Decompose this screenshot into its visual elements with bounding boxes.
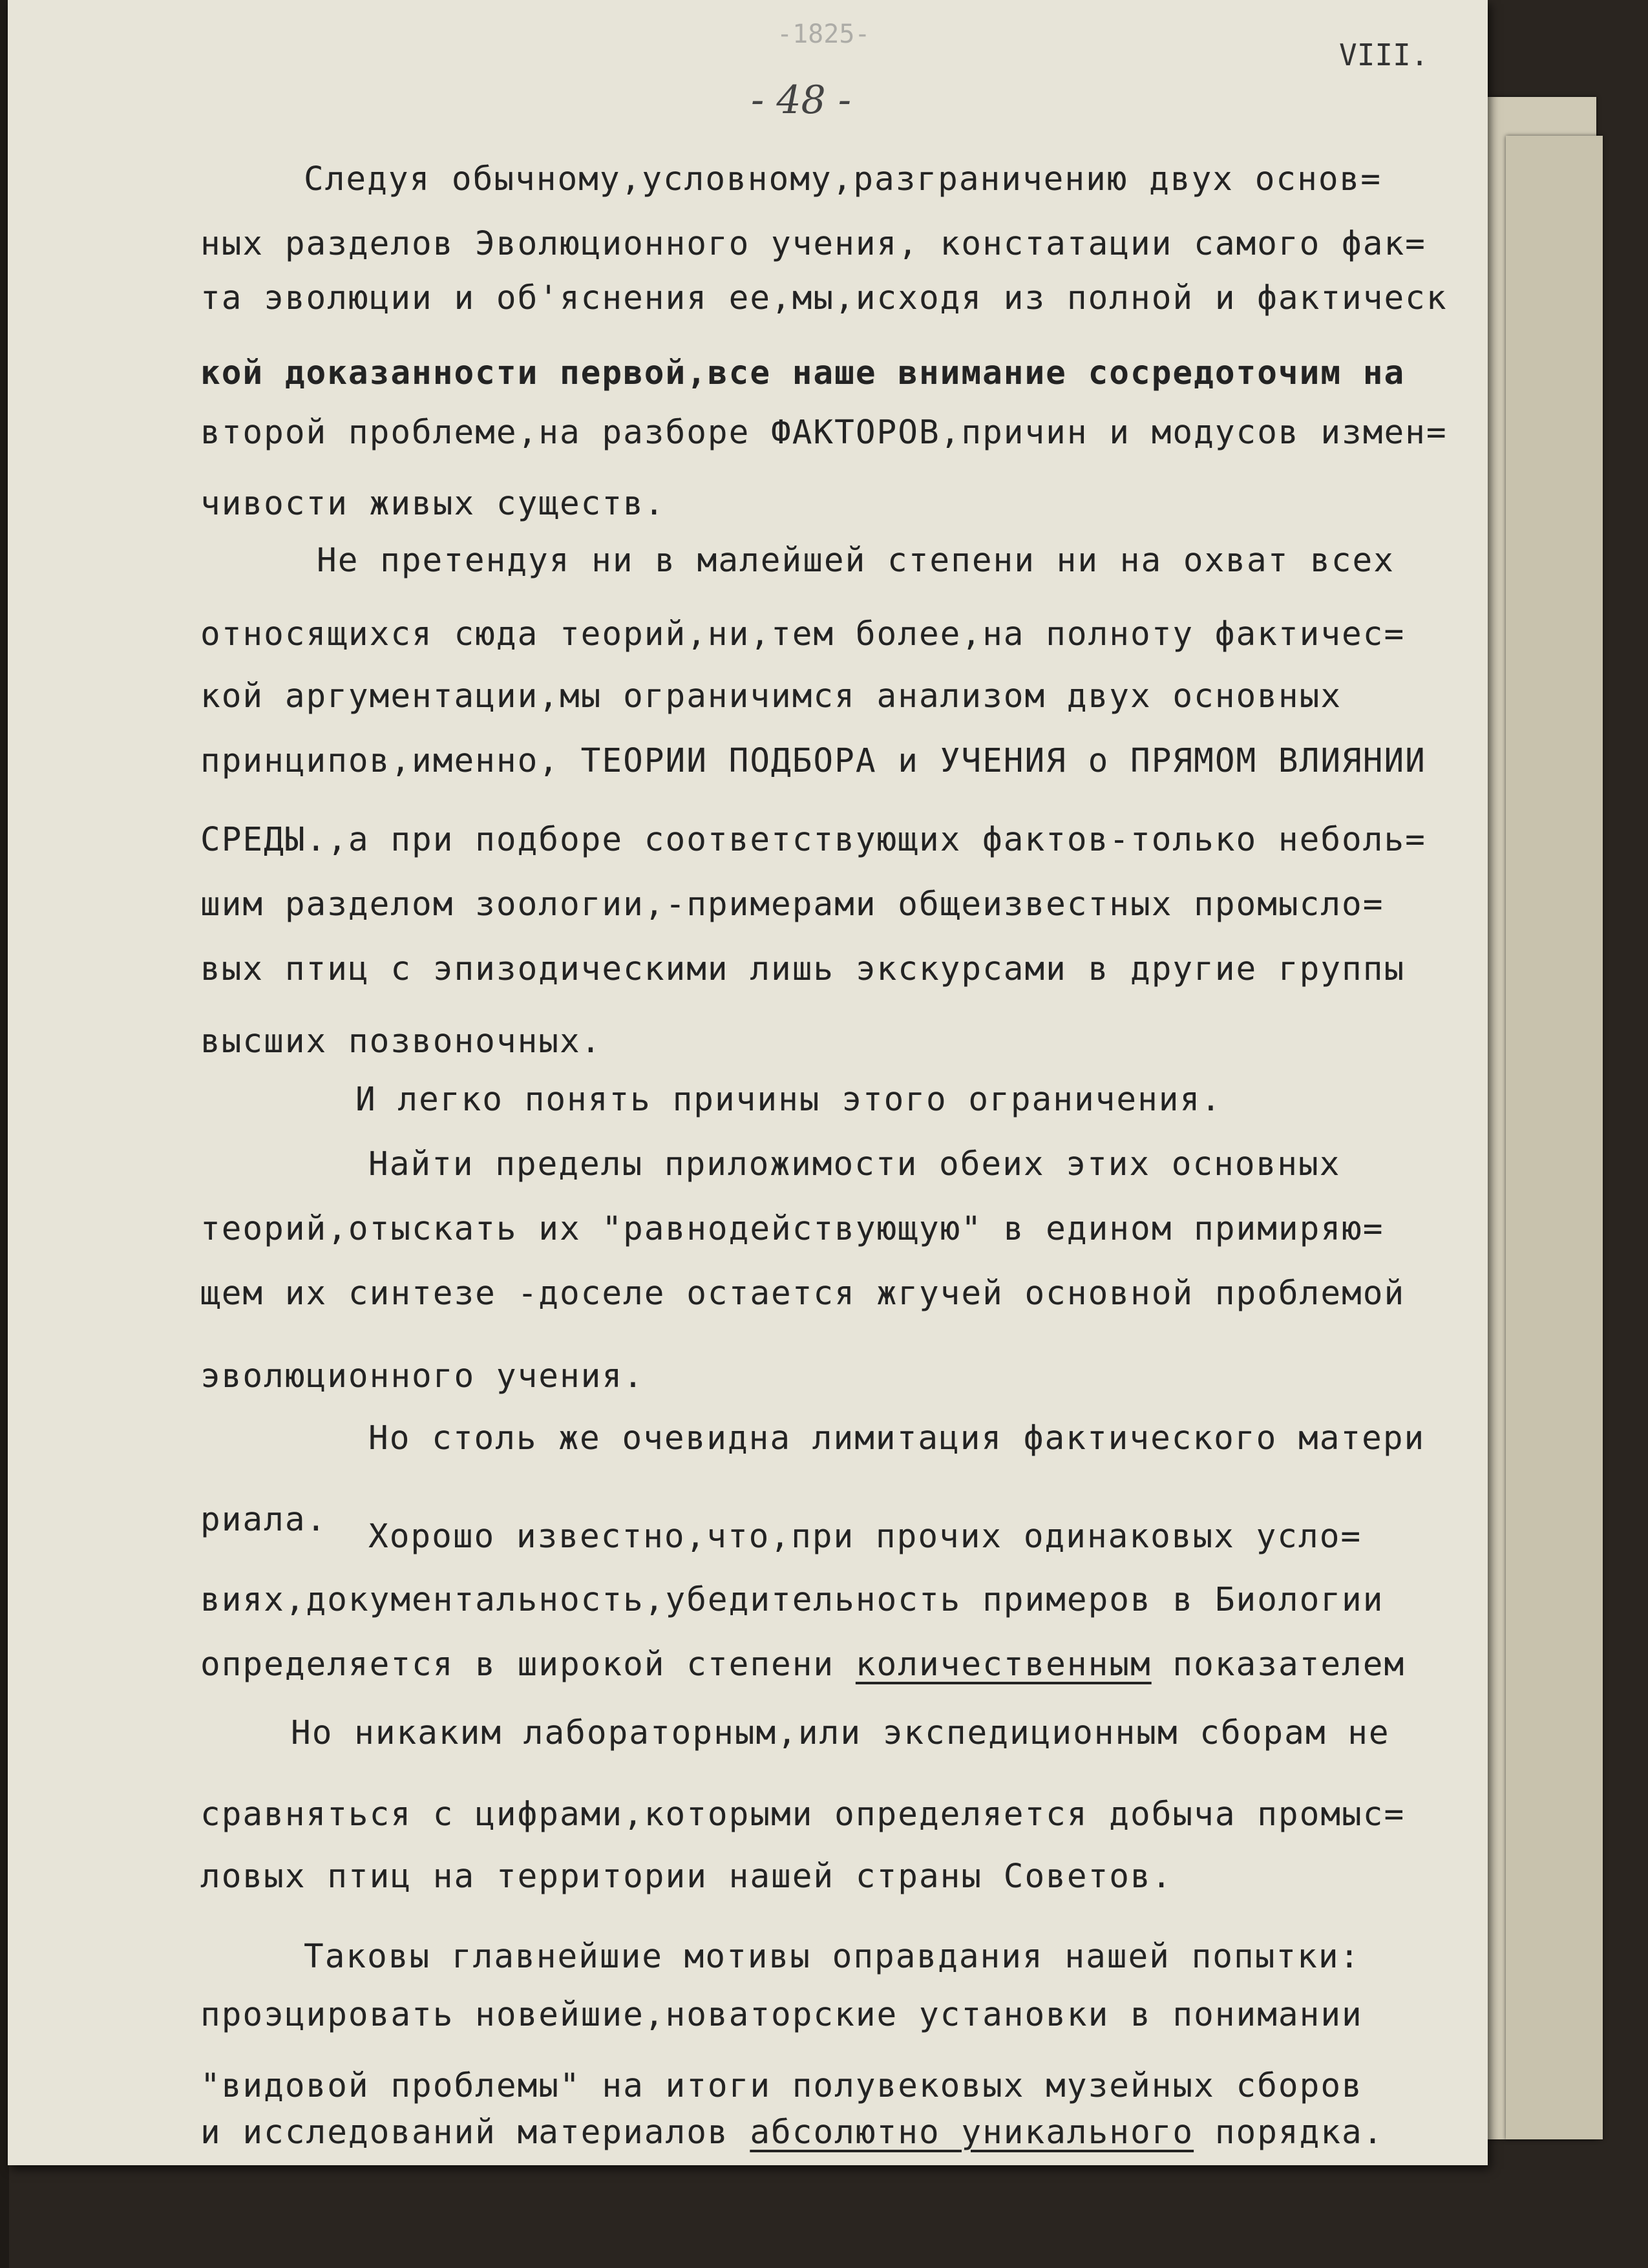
text-line: кой аргументации,мы ограничимся анализом двух основных xyxy=(200,677,1342,715)
underlined-text: количественным xyxy=(855,1646,1152,1684)
text-line: Таковы главнейшие мотивы оправдания нашей попытки: xyxy=(304,1938,1361,1976)
text-line: "видовой проблемы" на итоги полувековых музейных сборов xyxy=(200,2067,1363,2105)
text-line: риала. xyxy=(200,1501,328,1539)
text-line: второй проблеме,на разборе ФАКТОРОВ,причин и модусов измен= xyxy=(200,414,1448,452)
section-mark: VIII. xyxy=(1339,37,1429,72)
text-line: кой доказанности первой,все наше внимание сосредоточим на xyxy=(200,354,1406,392)
text-line: принципов,именно, ТЕОРИИ ПОДБОРА и УЧЕНИЯ о ПРЯМОМ ВЛИЯНИИ xyxy=(200,742,1426,780)
text-line: эволюционного учения. xyxy=(200,1357,644,1395)
typewritten-page xyxy=(8,0,1488,2165)
text-line: чивости живых существ. xyxy=(200,485,666,523)
text-line: ных разделов Эволюционного учения, констатации самого фак= xyxy=(200,225,1426,263)
underlying-sheet xyxy=(1506,136,1603,2139)
text-line: проэцировать новейшие,новаторские установки в понимании xyxy=(200,1996,1363,2034)
text-line: Хорошо известно,что,при прочих одинаковых усло= xyxy=(368,1518,1362,1556)
text-line: высших позвоночных. xyxy=(200,1023,602,1061)
text-segment: показателем xyxy=(1151,1646,1406,1684)
text-segment: определяется в широкой степени xyxy=(200,1646,856,1684)
text-line: Не претендуя ни в малейшей степени ни на охват всех xyxy=(317,542,1395,580)
text-line: Следуя обычному,условному,разграничению двух основ= xyxy=(304,160,1382,198)
text-line: И легко понять причины этого ограничения. xyxy=(355,1081,1222,1119)
text-line: ловых птиц на территории нашей страны Советов. xyxy=(200,1858,1173,1896)
text-line: щем их синтезе -доселе остается жгучей основной проблемой xyxy=(200,1275,1406,1313)
top-scribble: -1825- xyxy=(777,19,871,49)
text-line: шим разделом зоологии,-примерами общеизвестных промысло= xyxy=(200,885,1384,924)
text-segment: и исследований материалов xyxy=(200,2114,750,2152)
text-line: Найти пределы приложимости обеих этих основных xyxy=(368,1145,1341,1183)
text-line: СРЕДЫ.,а при подборе соответствующих фактов-только неболь= xyxy=(200,821,1426,859)
page-number: - 48 - xyxy=(751,78,852,123)
text-line: относящихся сюда теорий,ни,тем более,на полноту фактичес= xyxy=(200,615,1406,653)
text-line: виях,документальность,убедительность примеров в Биологии xyxy=(200,1581,1384,1619)
text-line: Но никаким лабораторным,или экспедиционным сборам не xyxy=(291,1714,1390,1752)
text-line: Но столь же очевидна лимитация фактического матери xyxy=(368,1419,1426,1457)
text-line: вых птиц с эпизодическими лишь экскурсами в другие группы xyxy=(200,950,1406,988)
text-line: сравняться с цифрами,которыми определяется добыча промыс= xyxy=(200,1796,1406,1834)
text-line: теорий,отыскать их "равнодействующую" в едином примиряю= xyxy=(200,1210,1384,1248)
text-line xyxy=(200,2114,1384,2152)
text-line xyxy=(200,1646,1405,1684)
underlined-text: абсолютно уникального xyxy=(750,2114,1194,2152)
text-line: та эволюции и об'яснения ее,мы,исходя из полной и фактическ xyxy=(200,279,1448,317)
text-segment: порядка. xyxy=(1194,2114,1384,2152)
